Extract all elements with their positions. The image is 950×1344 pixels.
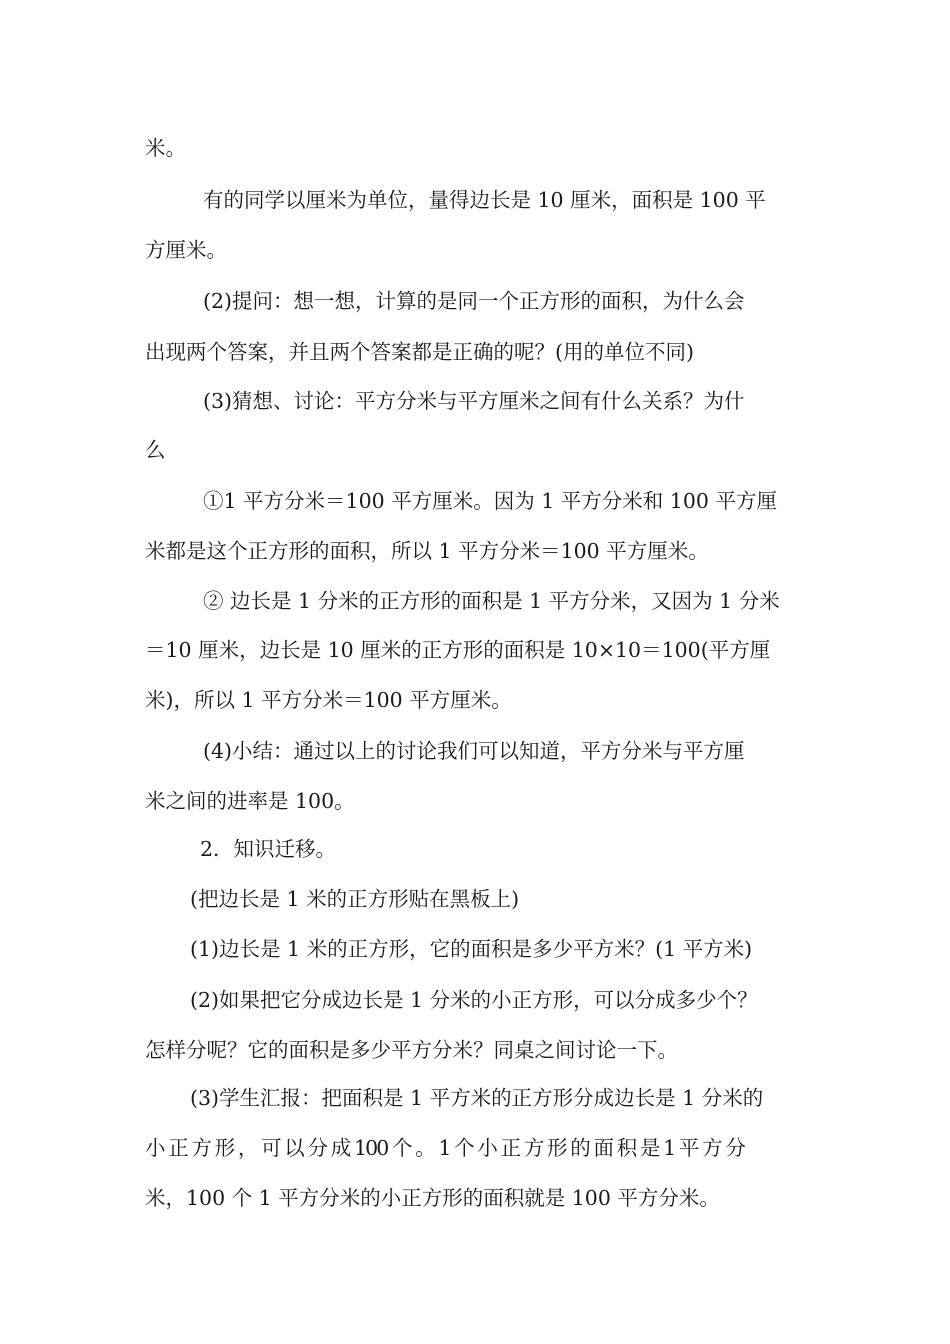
text-line-content: (3)学生汇报：把面积是 1 平方米的正方形分成边长是 1 分米的: [190, 1086, 764, 1110]
text-line: [0, 882, 950, 916]
text-line-content: ＝10 厘米，边长是 10 厘米的正方形的面积是 10×10＝100(平方厘: [145, 638, 771, 662]
text-line: [0, 335, 950, 369]
text-line-content: 米之间的进率是 100。: [145, 789, 355, 813]
text-line-content: 米。: [145, 136, 186, 160]
text-line: [0, 983, 950, 1017]
text-line-content: (1)边长是 1 米的正方形，它的面积是多少平方米？(1 平方米): [190, 937, 753, 961]
text-line: [0, 484, 950, 518]
text-line-content: 出现两个答案，并且两个答案都是正确的呢？(用的单位不同): [145, 340, 694, 364]
text-line-content: 米都是这个正方形的面积，所以 1 平方分米＝100 平方厘米。: [145, 539, 709, 563]
text-line-content: 2．知识迁移。: [200, 837, 337, 861]
text-line-content: 有的同学以厘米为单位，量得边长是 10 厘米，面积是 100 平: [203, 188, 766, 212]
text-line-content: 米)，所以 1 平方分米＝100 平方厘米。: [145, 688, 512, 712]
text-line-content: (2)如果把它分成边长是 1 分米的小正方形，可以分成多少个？: [190, 988, 758, 1012]
text-line: [0, 1181, 950, 1215]
text-line: [0, 284, 950, 318]
text-line-content: ② 边长是 1 分米的正方形的面积是 1 平方分米，又因为 1 分米: [203, 589, 780, 613]
text-line-content: (2)提问：想一想，计算的是同一个正方形的面积，为什么会: [203, 289, 745, 313]
text-line-content: (3)猜想、讨论：平方分米与平方厘米之间有什么关系？为什: [203, 389, 745, 413]
text-line: [0, 384, 950, 418]
text-line: [0, 584, 950, 618]
text-line-content: 方厘米。: [145, 238, 227, 262]
text-line: [0, 784, 950, 818]
text-line-content: 怎样分呢？它的面积是多少平方分米？同桌之间讨论一下。: [145, 1038, 678, 1062]
text-line-content: 小 正 方 形 ， 可 以 分 成 100 个 。 1 个 小 正 方 形 的 面 积 是 1 平 方 分: [145, 1136, 744, 1160]
text-line-content: 米，100 个 1 平方分米的小正方形的面积就是 100 平方分米。: [145, 1186, 720, 1210]
text-line: [0, 832, 950, 866]
text-line: [0, 1033, 950, 1067]
text-line: [0, 734, 950, 768]
text-line: [0, 183, 950, 217]
text-line: [0, 683, 950, 717]
text-line: [0, 131, 950, 165]
text-line: [0, 534, 950, 568]
text-line: [0, 1131, 950, 1165]
text-line: [0, 233, 950, 267]
text-line-content: (把边长是 1 米的正方形贴在黑板上): [190, 887, 520, 911]
text-line: [0, 633, 950, 667]
text-line: [0, 433, 950, 467]
text-line-content: 么: [145, 438, 166, 462]
text-line: [0, 1081, 950, 1115]
text-line-content: (4)小结：通过以上的讨论我们可以知道，平方分米与平方厘: [203, 739, 745, 763]
text-line-content: ①1 平方分米＝100 平方厘米。因为 1 平方分米和 100 平方厘: [203, 489, 777, 513]
text-line: [0, 932, 950, 966]
